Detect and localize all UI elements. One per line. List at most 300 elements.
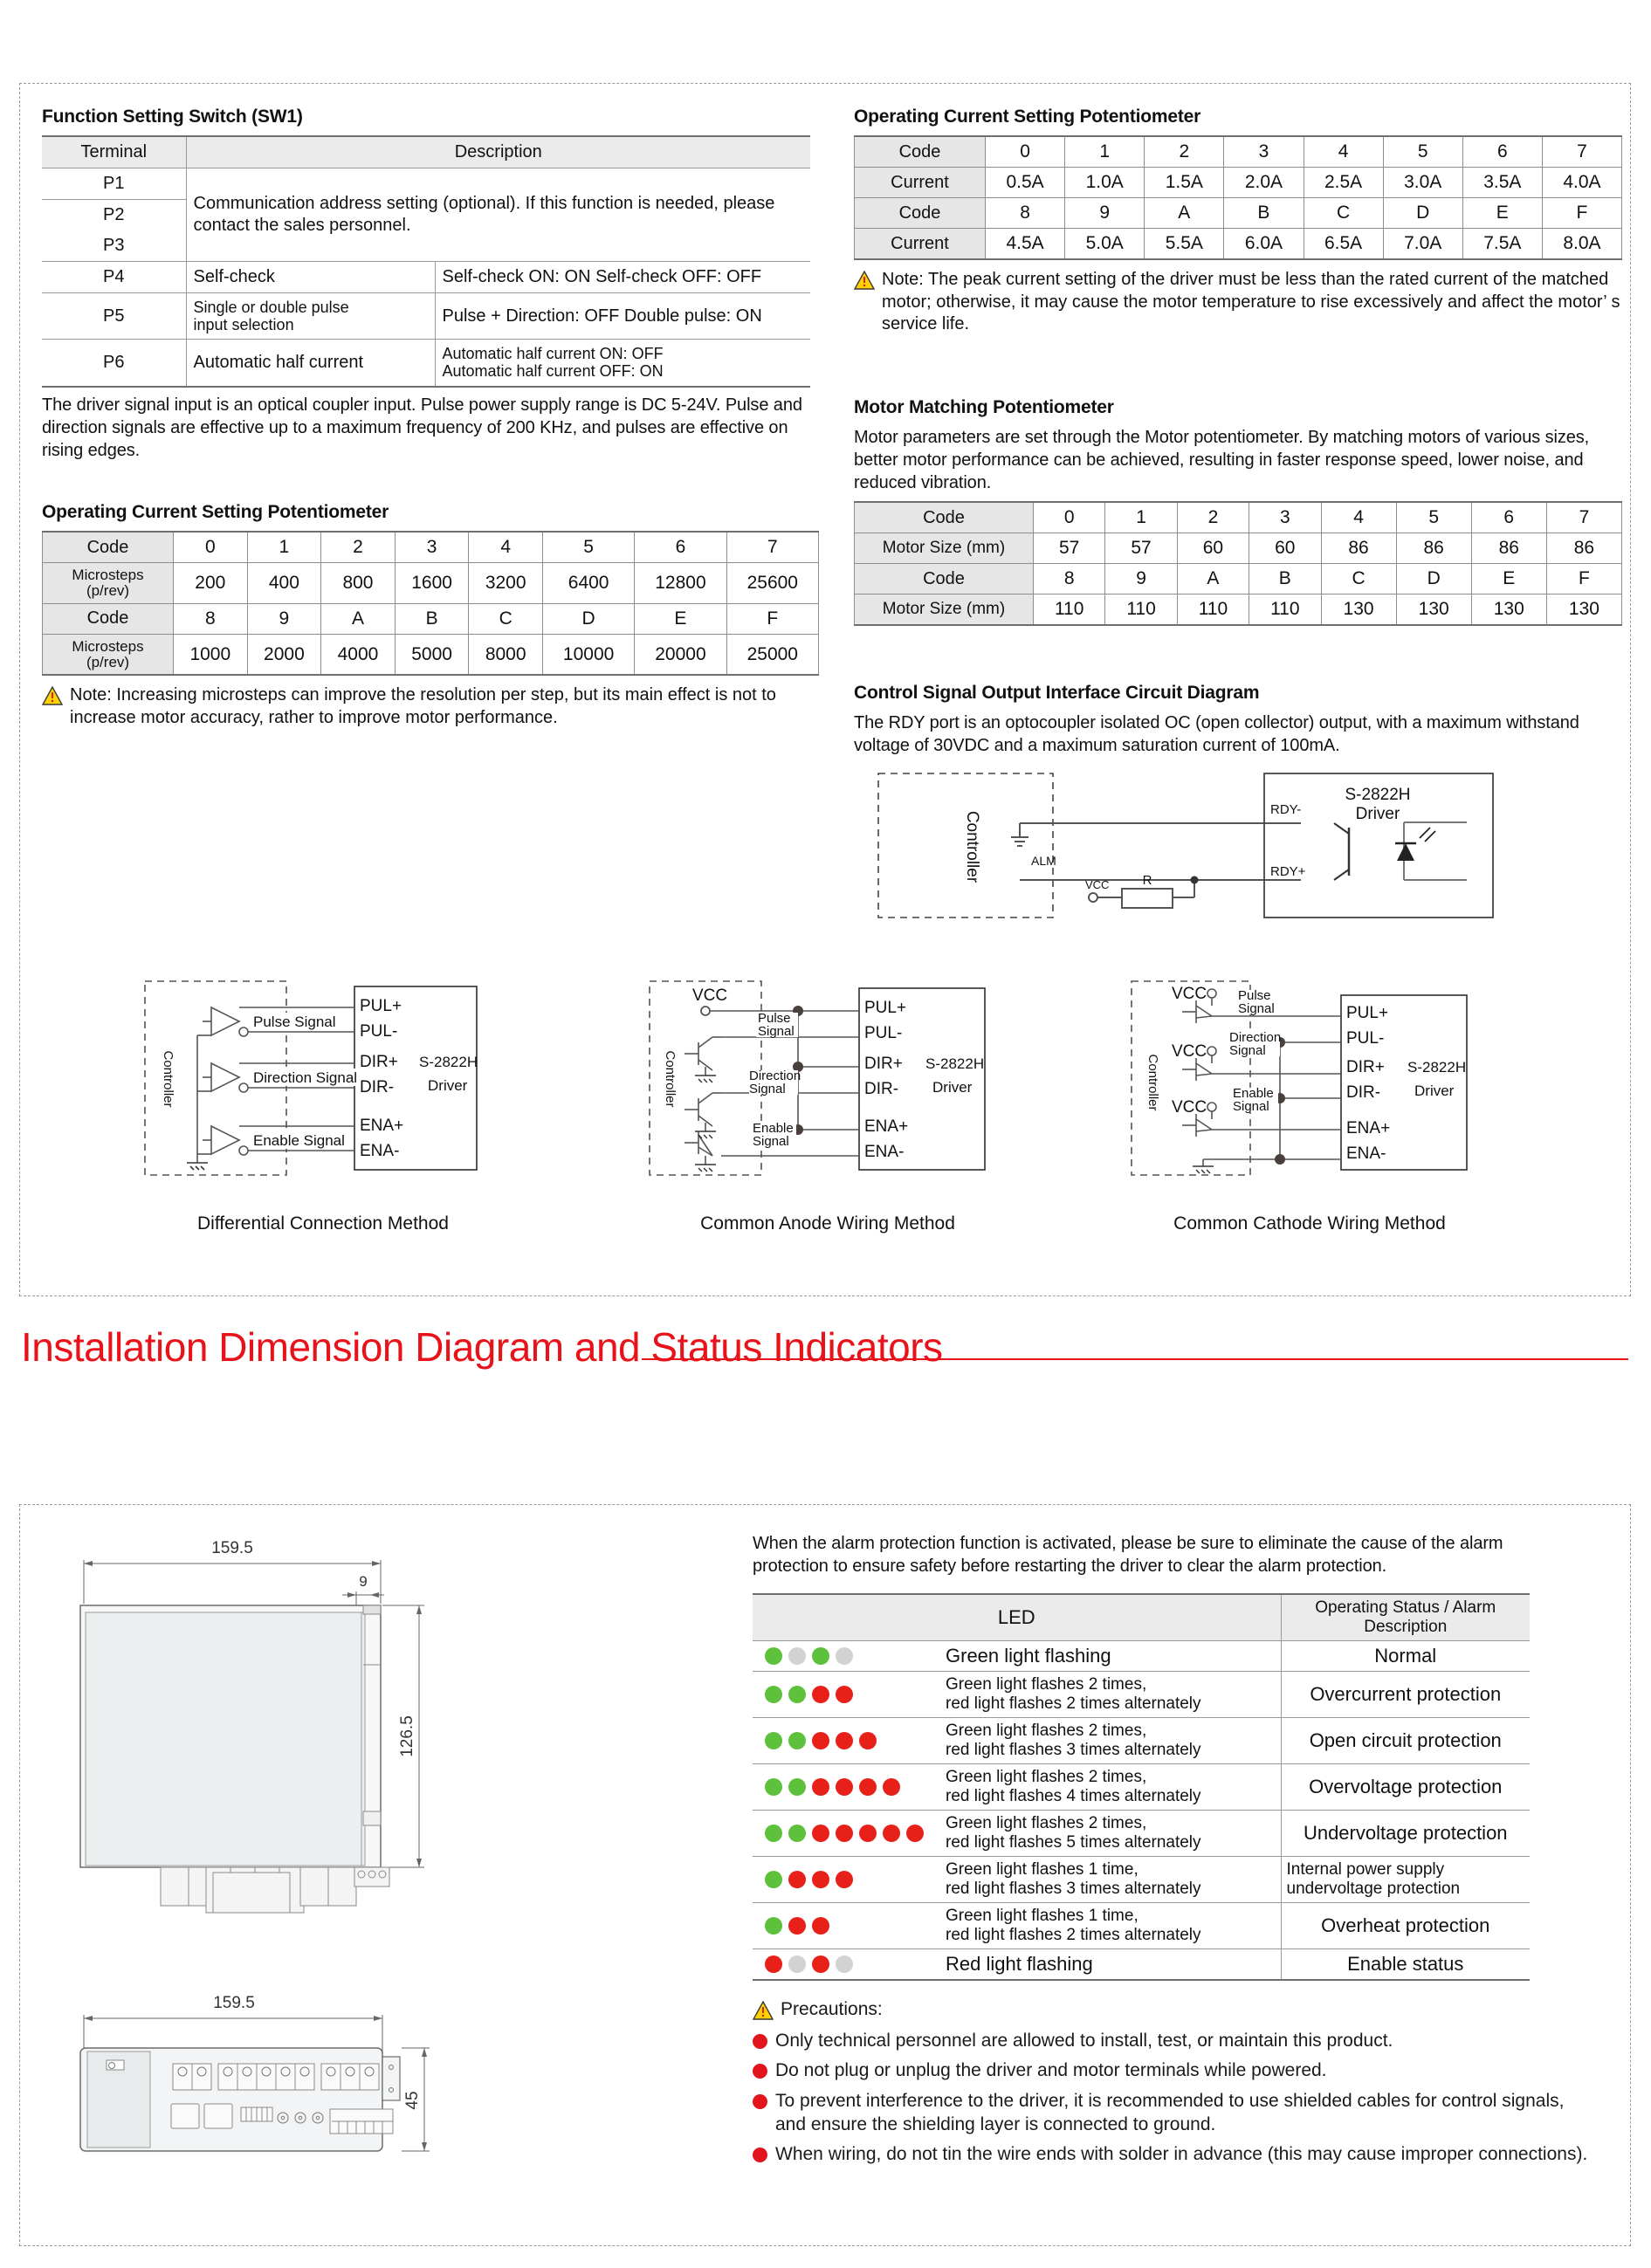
led-pattern-cell — [753, 1949, 940, 1981]
motor-matching-table — [854, 501, 1622, 626]
resistor-label: R — [1142, 873, 1152, 888]
cell: 86 — [1546, 533, 1621, 564]
cell: D — [1396, 564, 1471, 594]
cell: 4.5A — [986, 229, 1065, 260]
table-row — [43, 634, 819, 675]
precautions-header — [753, 1999, 1591, 2020]
cell: 9 — [1065, 198, 1145, 229]
sw1-name-p6: Automatic half current — [186, 340, 435, 387]
current-label-value-2: Current — [855, 229, 986, 260]
cell: 4 — [469, 532, 543, 563]
cell: 86 — [1321, 533, 1396, 564]
microsteps-table — [42, 531, 819, 676]
led-dot-group — [765, 1825, 935, 1842]
cell: 7 — [1542, 136, 1621, 168]
cell: 130 — [1471, 594, 1546, 626]
led-status-cell: Overcurrent protection — [1281, 1672, 1530, 1718]
cell: 5 — [1383, 136, 1462, 168]
cell: 2.0A — [1224, 168, 1304, 198]
sw1-name-p4: Self-check — [186, 262, 435, 293]
led-dot-red — [812, 1955, 829, 1973]
led-dot-red — [883, 1825, 900, 1842]
cell: 2 — [321, 532, 396, 563]
cell: B — [1224, 198, 1304, 229]
sw1-setting-p4: Self-check ON: ON Self-check OFF: OFF — [435, 262, 810, 293]
warning-triangle-icon — [753, 2001, 774, 2020]
led-dot-red — [836, 1871, 853, 1888]
cell: 5 — [1396, 502, 1471, 533]
cell: 110 — [1249, 594, 1321, 626]
vcc-label-3: VCC — [1172, 1098, 1207, 1117]
led-dot-red — [836, 1825, 853, 1842]
wiring-caption-differential: Differential Connection Method — [197, 1213, 449, 1234]
cell: 57 — [1034, 533, 1105, 564]
precautions-title: Precautions: — [781, 1999, 883, 2019]
cell: 110 — [1177, 594, 1249, 626]
cell: 2 — [1145, 136, 1224, 168]
motor-matching-intro: Motor parameters are set through the Motor potentiometer. By matching motors of various sizes, better motor performance can be achieved, resulting in faster response speed, lower noise, and reduced vibration. — [854, 428, 1590, 492]
cell: 400 — [247, 563, 321, 604]
led-dot-gray — [788, 1955, 806, 1973]
cell: 10000 — [542, 634, 634, 675]
led-dot-red — [883, 1778, 900, 1796]
cell: 130 — [1546, 594, 1621, 626]
pin-dir-plus: DIR+ — [1346, 1058, 1385, 1076]
alarm-section — [753, 1532, 1565, 1981]
cell: F — [1546, 564, 1621, 594]
cell: 12800 — [635, 563, 726, 604]
led-desc-line1: Green light flashes 2 times, — [946, 1768, 1147, 1787]
led-dot-gray — [788, 1647, 806, 1665]
led-description-cell — [940, 1903, 1281, 1949]
led-dot-red — [812, 1825, 829, 1842]
cell: E — [1471, 564, 1546, 594]
pin-rdy-minus: RDY- — [1270, 802, 1302, 817]
led-status-line1: Internal power supply — [1286, 1860, 1445, 1880]
cell: E — [635, 603, 726, 634]
led-description-cell — [940, 1857, 1281, 1903]
sw1-header-terminal: Terminal — [42, 136, 186, 168]
led-dot-green — [788, 1686, 806, 1703]
sw1-terminal-p1: P1 — [42, 168, 186, 200]
signal-label-pulse-line1: Pulse — [1238, 988, 1271, 1003]
cell: 8 — [174, 603, 248, 634]
wiring-caption-common-cathode: Common Cathode Wiring Method — [1173, 1213, 1446, 1234]
pin-ena-plus: ENA+ — [864, 1117, 909, 1136]
led-pattern-cell — [753, 1641, 940, 1672]
cell: 6.5A — [1304, 229, 1383, 260]
precaution-text: Do not plug or unplug the driver and motor terminals while powered. — [775, 2060, 1327, 2081]
led-desc-line2: red light flashes 3 times alternately — [946, 1880, 1201, 1899]
led-description-cell: Red light flashing — [940, 1949, 1281, 1981]
led-status-cell: Normal — [1281, 1641, 1530, 1672]
signal-label-direction-line2: Signal — [749, 1082, 786, 1096]
table-row — [42, 293, 810, 340]
cell: 7.5A — [1462, 229, 1542, 260]
sw1-table — [42, 135, 810, 388]
table-row — [753, 1857, 1530, 1903]
cell: B — [395, 603, 469, 634]
signal-label-enable-line2: Signal — [753, 1134, 789, 1149]
cell: 7.0A — [1383, 229, 1462, 260]
table-row — [855, 564, 1622, 594]
sw1-name-p5-line2: input selection — [193, 316, 294, 334]
led-desc-line2: red light flashes 2 times alternately — [946, 1926, 1201, 1945]
precaution-item — [753, 2089, 1591, 2137]
led-dot-group — [765, 1686, 935, 1703]
signal-label-pulse-line2: Signal — [1238, 1001, 1275, 1016]
precaution-item — [753, 2058, 1591, 2082]
controller-label: Controller — [1145, 1054, 1160, 1111]
led-dot-green — [765, 1871, 782, 1888]
sw1-setting-p6 — [435, 340, 810, 387]
cell: 86 — [1396, 533, 1471, 564]
bullet-icon — [753, 2148, 767, 2162]
table-row — [753, 1718, 1530, 1764]
vcc-label: VCC — [692, 986, 728, 1005]
led-dot-green — [788, 1825, 806, 1842]
led-dot-red — [859, 1732, 877, 1749]
wiring-diagram-differential — [140, 976, 506, 1234]
cell: 3 — [1224, 136, 1304, 168]
table-row — [43, 563, 819, 604]
cell: 2 — [1177, 502, 1249, 533]
cell: 1600 — [395, 563, 469, 604]
led-status-cell: Overheat protection — [1281, 1903, 1530, 1949]
pin-dir-minus: DIR- — [1346, 1083, 1381, 1102]
driver-model: S-2822H — [1345, 786, 1411, 804]
signal-label-enable: Enable Signal — [253, 1132, 345, 1149]
led-dot-green — [765, 1778, 782, 1796]
led-dot-green — [765, 1732, 782, 1749]
warning-triangle-icon — [42, 686, 63, 705]
cell: 2.5A — [1304, 168, 1383, 198]
pin-pul-minus: PUL- — [864, 1024, 903, 1042]
led-description-cell — [940, 1764, 1281, 1811]
pin-ena-plus: ENA+ — [1346, 1119, 1391, 1137]
led-dot-green — [788, 1732, 806, 1749]
cell: 3 — [1249, 502, 1321, 533]
motor-matching-section — [854, 397, 1622, 626]
led-dot-red — [788, 1871, 806, 1888]
signal-label-direction-line1: Direction — [749, 1069, 801, 1083]
rdy-output-circuit-diagram — [873, 768, 1624, 947]
cell: 200 — [174, 563, 248, 604]
driver-word: Driver — [1414, 1082, 1455, 1099]
led-pattern-cell — [753, 1857, 940, 1903]
pin-rdy-plus: RDY+ — [1270, 864, 1306, 879]
microsteps-label-value-1 — [43, 563, 174, 604]
dimension-width-side: 159.5 — [213, 1994, 255, 2012]
current-label-code-1: Code — [855, 136, 986, 168]
led-dot-red — [836, 1732, 853, 1749]
microsteps-note — [42, 684, 819, 729]
cell: 60 — [1249, 533, 1321, 564]
table-row — [855, 502, 1622, 533]
table-row — [43, 603, 819, 634]
current-label-code-2: Code — [855, 198, 986, 229]
microsteps-note-text: Note: Increasing microsteps can improve the resolution per step, but its main effect is not to increase motor accuracy, rather to improve motor performance. — [70, 685, 776, 727]
sw1-terminal-p4: P4 — [42, 262, 186, 293]
led-dot-group — [765, 1732, 935, 1749]
cell: 1.0A — [1065, 168, 1145, 198]
dimension-height-side: 45 — [403, 2091, 422, 2110]
label-line2: (p/rev) — [86, 581, 130, 599]
led-dot-group — [765, 1871, 935, 1888]
cell: 3 — [395, 532, 469, 563]
led-dot-red — [812, 1778, 829, 1796]
cell: 9 — [247, 603, 321, 634]
led-dot-red — [812, 1917, 829, 1935]
led-desc-line1: Green light flashes 2 times, — [946, 1814, 1147, 1833]
table-row — [855, 198, 1622, 229]
table-row — [753, 1949, 1530, 1981]
signal-label-enable-line1: Enable — [1233, 1086, 1274, 1101]
table-row — [855, 136, 1622, 168]
precautions-section — [753, 1999, 1591, 2172]
bullet-icon — [753, 2064, 767, 2079]
cell: 110 — [1105, 594, 1177, 626]
signal-label-direction-line1: Direction — [1229, 1030, 1282, 1045]
microsteps-section — [42, 502, 819, 730]
signal-label-pulse-line1: Pulse — [758, 1011, 791, 1026]
cell: 5.0A — [1065, 229, 1145, 260]
function-setting-switch-section — [42, 107, 819, 462]
section-title-control-signal: Control Signal Output Interface Circuit Diagram — [854, 683, 1260, 703]
led-status-cell: Enable status — [1281, 1949, 1530, 1981]
motor-label-code-2: Code — [855, 564, 1034, 594]
alm-label: ALM — [1031, 854, 1056, 868]
cell: 1.5A — [1145, 168, 1224, 198]
led-dot-red — [836, 1686, 853, 1703]
led-desc-line1: Green light flashes 2 times, — [946, 1722, 1147, 1741]
cell: 20000 — [635, 634, 726, 675]
cell: D — [1383, 198, 1462, 229]
sw1-setting-p5: Pulse + Direction: OFF Double pulse: ON — [435, 293, 810, 340]
bullet-icon — [753, 2034, 767, 2049]
pin-dir-plus: DIR+ — [360, 1053, 398, 1071]
led-dot-red — [859, 1778, 877, 1796]
label-line1: Microsteps — [72, 567, 144, 583]
led-pattern-cell — [753, 1764, 940, 1811]
cell: A — [1177, 564, 1249, 594]
led-dot-gray — [836, 1647, 853, 1665]
pin-dir-minus: DIR- — [864, 1080, 899, 1098]
cell: 6.0A — [1224, 229, 1304, 260]
cell: 86 — [1471, 533, 1546, 564]
control-signal-output-section — [854, 683, 1622, 757]
led-desc-line2: red light flashes 2 times alternately — [946, 1694, 1201, 1714]
cell: 1 — [1065, 136, 1145, 168]
pin-pul-minus: PUL- — [360, 1022, 398, 1041]
cell: C — [1321, 564, 1396, 594]
warning-triangle-icon — [854, 271, 875, 290]
cell: 0 — [174, 532, 248, 563]
led-status-line2: undervoltage protection — [1286, 1880, 1461, 1899]
driver-model: S-2822H — [419, 1054, 478, 1070]
cell: 25000 — [726, 634, 818, 675]
cell: 4 — [1304, 136, 1383, 168]
cell: 2000 — [247, 634, 321, 675]
cell: F — [726, 603, 818, 634]
pin-pul-plus: PUL+ — [360, 997, 402, 1015]
motor-label-size-1: Motor Size (mm) — [855, 533, 1034, 564]
sw1-footnote: The driver signal input is an optical coupler input. Pulse power supply range is DC 5-24V. Pulse and direction signals are effective up to a maximum frequency of 200 KHz, and pulses are effective on rising edges. — [42, 395, 802, 460]
led-pattern-cell — [753, 1672, 940, 1718]
sw1-name-p5-line1: Single or double pulse — [193, 299, 349, 316]
led-dot-red — [812, 1732, 829, 1749]
sw1-terminal-p6: P6 — [42, 340, 186, 387]
led-status-table — [753, 1593, 1530, 1981]
cell: C — [1304, 198, 1383, 229]
cell: 4000 — [321, 634, 396, 675]
led-header-led: LED — [753, 1594, 1281, 1641]
sw1-header-description: Description — [186, 136, 810, 168]
dimension-height-front: 126.5 — [398, 1715, 416, 1757]
section-title-microsteps: Operating Current Setting Potentiometer — [42, 502, 389, 522]
table-row — [855, 594, 1622, 626]
dimension-tab-front: 9 — [359, 1573, 368, 1590]
bullet-icon — [753, 2094, 767, 2109]
led-pattern-cell — [753, 1718, 940, 1764]
cell: 110 — [1034, 594, 1105, 626]
led-pattern-cell — [753, 1903, 940, 1949]
cell: 6 — [1462, 136, 1542, 168]
sw1-setting-p6-line1: Automatic half current ON: OFF — [442, 345, 664, 363]
precaution-item — [753, 2142, 1591, 2166]
wiring-diagram-common-anode — [644, 976, 1011, 1234]
signal-label-pulse-line2: Signal — [758, 1024, 795, 1039]
cell: 7 — [726, 532, 818, 563]
table-row — [753, 1672, 1530, 1718]
led-dot-red — [812, 1871, 829, 1888]
sw1-name-p5 — [186, 293, 435, 340]
precaution-text: Only technical personnel are allowed to install, test, or maintain this product. — [775, 2031, 1393, 2051]
table-row — [855, 168, 1622, 198]
led-dot-green — [765, 1647, 782, 1665]
current-note — [854, 269, 1622, 336]
led-desc-line1: Green light flashes 1 time, — [946, 1860, 1139, 1880]
cell: 9 — [1105, 564, 1177, 594]
led-description-cell: Green light flashing — [940, 1641, 1281, 1672]
cell: 1 — [1105, 502, 1177, 533]
led-dot-red — [859, 1825, 877, 1842]
table-row — [43, 532, 819, 563]
title-underline-rule — [642, 1358, 1628, 1360]
led-status-cell: Undervoltage protection — [1281, 1811, 1530, 1857]
cell: 5.5A — [1145, 229, 1224, 260]
sw1-terminal-p3: P3 — [42, 230, 186, 262]
cell: 8 — [986, 198, 1065, 229]
led-header-status: Operating Status / Alarm Description — [1281, 1594, 1530, 1641]
signal-label-direction: Direction Signal — [253, 1069, 358, 1086]
label-line1: Microsteps — [72, 637, 144, 655]
table-row — [753, 1811, 1530, 1857]
table-header-row — [753, 1594, 1530, 1641]
microsteps-label-value-2 — [43, 634, 174, 675]
cell: 800 — [321, 563, 396, 604]
control-signal-intro: The RDY port is an optocoupler isolated OC (open collector) output, with a maximum withstand voltage of 30VDC and a maximum saturation current of 100mA. — [854, 713, 1579, 755]
led-dot-group — [765, 1917, 935, 1935]
led-dot-green — [788, 1778, 806, 1796]
cell: 4.0A — [1542, 168, 1621, 198]
cell: E — [1462, 198, 1542, 229]
motor-label-code-1: Code — [855, 502, 1034, 533]
table-row — [855, 533, 1622, 564]
signal-label-direction-line2: Signal — [1229, 1043, 1266, 1058]
cell: F — [1542, 198, 1621, 229]
driver-model: S-2822H — [1407, 1059, 1467, 1076]
pin-ena-plus: ENA+ — [360, 1117, 404, 1135]
wiring-caption-common-anode: Common Anode Wiring Method — [700, 1213, 955, 1234]
wiring-diagram-common-cathode — [1126, 976, 1493, 1234]
led-pattern-cell — [753, 1811, 940, 1857]
cell: 3200 — [469, 563, 543, 604]
precaution-item — [753, 2029, 1591, 2052]
led-dot-red — [906, 1825, 924, 1842]
led-dot-group — [765, 1778, 935, 1796]
led-dot-green — [765, 1686, 782, 1703]
cell: 0 — [986, 136, 1065, 168]
table-row — [753, 1764, 1530, 1811]
cell: 25600 — [726, 563, 818, 604]
cell: 1000 — [174, 634, 248, 675]
current-setting-table — [854, 135, 1622, 260]
vcc-label-1: VCC — [1172, 985, 1207, 1003]
driver-word: Driver — [932, 1079, 973, 1096]
sw1-merged-description: Communication address setting (optional). If this function is needed, please contact the sales personnel. — [186, 168, 810, 262]
precaution-text: To prevent interference to the driver, it is recommended to use shielded cables for control signals, and ensure the shielding layer is connected to ground. — [775, 2090, 1565, 2134]
table-row — [42, 262, 810, 293]
precaution-text: When wiring, do not tin the wire ends with solder in advance (this may cause improper connections). — [775, 2144, 1588, 2165]
signal-label-pulse: Pulse Signal — [253, 1014, 336, 1030]
cell: C — [469, 603, 543, 634]
cell: 0 — [1034, 502, 1105, 533]
label-line2: (p/rev) — [86, 653, 130, 670]
led-dot-green — [765, 1917, 782, 1935]
cell: A — [321, 603, 396, 634]
led-dot-red — [765, 1955, 782, 1973]
table-row — [753, 1903, 1530, 1949]
dimension-width-front: 159.5 — [211, 1539, 253, 1557]
page-title-installation: Installation Dimension Diagram and Status Indicators — [21, 1324, 943, 1370]
cell: 60 — [1177, 533, 1249, 564]
cell: D — [542, 603, 634, 634]
driver-word: Driver — [428, 1077, 468, 1094]
section-title-current: Operating Current Setting Potentiometer — [854, 107, 1201, 127]
led-desc-line2: red light flashes 3 times alternately — [946, 1741, 1201, 1760]
cell: 5000 — [395, 634, 469, 675]
signal-label-enable-line1: Enable — [753, 1121, 794, 1136]
driver-model: S-2822H — [925, 1055, 985, 1072]
section-title-motor-matching: Motor Matching Potentiometer — [854, 397, 1114, 417]
microsteps-label-code-1: Code — [43, 532, 174, 563]
controller-label: Controller — [161, 1050, 175, 1108]
motor-label-size-2: Motor Size (mm) — [855, 594, 1034, 626]
cell: 57 — [1105, 533, 1177, 564]
led-status-cell: Overvoltage protection — [1281, 1764, 1530, 1811]
led-desc-line1: Green light flashes 2 times, — [946, 1675, 1147, 1694]
led-status-cell: Open circuit protection — [1281, 1718, 1530, 1764]
led-desc-line1: Green light flashes 1 time, — [946, 1907, 1139, 1926]
section-title-sw1: Function Setting Switch (SW1) — [42, 107, 303, 127]
table-row — [42, 340, 810, 387]
led-description-cell — [940, 1811, 1281, 1857]
table-row — [753, 1641, 1530, 1672]
led-description-cell — [940, 1718, 1281, 1764]
cell: 8 — [1034, 564, 1105, 594]
led-dot-red — [788, 1917, 806, 1935]
